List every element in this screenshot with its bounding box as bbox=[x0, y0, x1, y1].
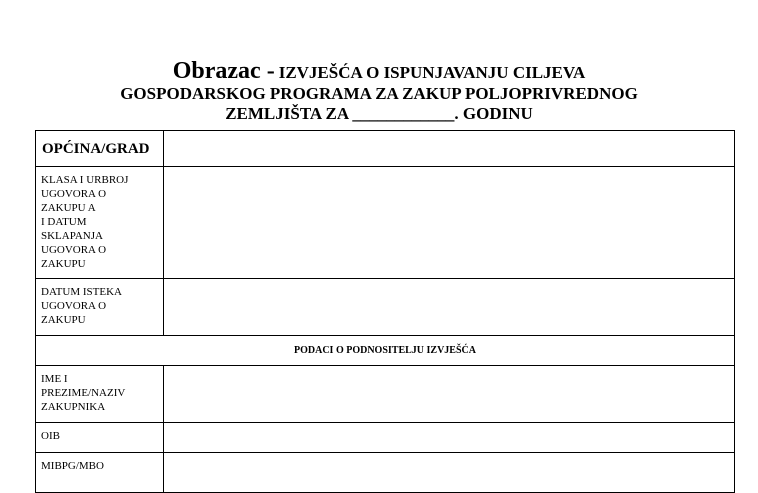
title-line-1 bbox=[0, 58, 758, 84]
field-mibpg-mbo[interactable] bbox=[164, 453, 735, 493]
field-opcina-grad[interactable] bbox=[164, 131, 735, 167]
row-oib bbox=[36, 423, 735, 453]
field-oib[interactable] bbox=[164, 423, 735, 453]
row-section-podnositelj bbox=[36, 336, 735, 366]
title-line-2: GOSPODARSKOG PROGRAMA ZA ZAKUP POLJOPRIVREDNOG bbox=[120, 84, 638, 103]
row-klasa-urbroj bbox=[36, 167, 735, 279]
field-klasa-urbroj[interactable] bbox=[164, 167, 735, 279]
title-main: IZVJEŠĆA O ISPUNJAVANJU CILJEVA bbox=[278, 63, 586, 82]
row-mibpg-mbo bbox=[36, 453, 735, 493]
label-opcina-grad: OPĆINA/GRAD bbox=[36, 131, 164, 167]
label-ime-prezime: IME I PREZIME/NAZIV ZAKUPNIKA bbox=[36, 366, 164, 423]
title-line-3: ZEMLJIŠTA ZA ____________. GODINU bbox=[225, 104, 533, 123]
title-prefix: Obrazac - bbox=[172, 58, 275, 84]
row-opcina-grad bbox=[36, 131, 735, 167]
label-oib: OIB bbox=[36, 423, 164, 453]
field-ime-prezime[interactable] bbox=[164, 366, 735, 423]
report-form-table bbox=[35, 130, 735, 493]
field-datum-isteka[interactable] bbox=[164, 279, 735, 336]
row-ime-prezime bbox=[36, 366, 735, 423]
label-datum-isteka: DATUM ISTEKA UGOVORA O ZAKUPU bbox=[36, 279, 164, 336]
label-mibpg-mbo: MIBPG/MBO bbox=[36, 453, 164, 493]
label-klasa-urbroj: KLASA I URBROJ UGOVORA O ZAKUPU A I DATUM SKLAPANJA UGOVORA O ZAKUPU bbox=[36, 167, 164, 279]
row-datum-isteka bbox=[36, 279, 735, 336]
form-title bbox=[0, 58, 758, 124]
section-header-podnositelj: PODACI O PODNOSITELJU IZVJEŠĆA bbox=[36, 336, 735, 366]
